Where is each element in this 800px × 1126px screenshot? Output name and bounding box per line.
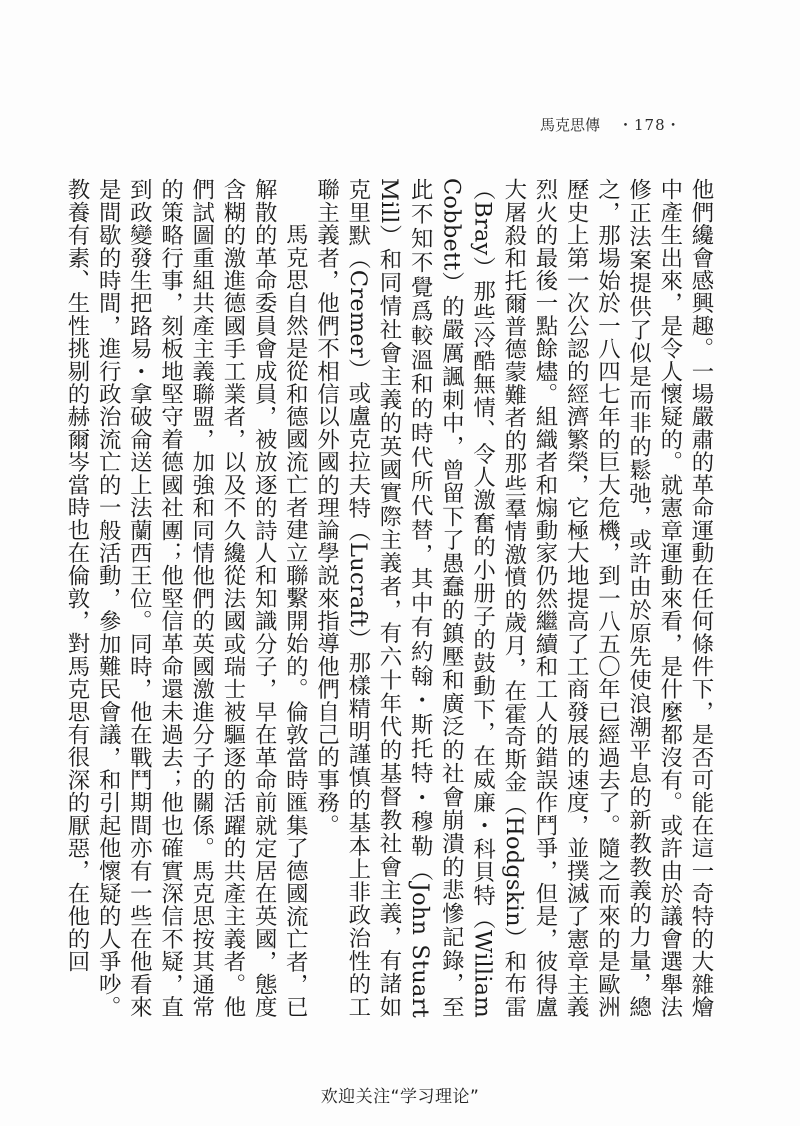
running-header: [540, 113, 720, 135]
paragraph-1: 他們纔會感興趣。一場嚴肅的革命運動在任何條件下，是否可能在這一奇特的大雜燴中產生出來，是令人懷疑的。就憲章運動來看，是什麼都沒有。或許由於議會選舉法修正法案提供了似是而非的鬆弛，或許由於原先使浪潮平息的新教教義的力量，總之，那場始於一八四七年的巨大危機，到一八五〇年已經過去了。隨之而來的是歐洲歷史上第一次公認的經濟繁榮，它極大地提高了工商發展的速度，並撲滅了憲章主義烈火的最後一點餘燼。組織者和煽動家仍然繼續和工人的錯誤作鬥爭，但是，彼得盧大屠殺和托爾普德蒙難者的那些羣情激憤的歲月，在霍奇斯金（Hodgskin）和布雷（Bray）那些冷酷無情、令人激奮的小册子的鼓動下，在威廉・科貝特（William Cobbett）的嚴厲諷刺中，曾留下了愚蠢的鎮壓和廣泛的社會崩潰的悲慘記錄，至此不知不覺爲較溫和的時代所代替，其中有約翰・斯托特・穆勒（John Stuart Mill）和同情社會主義的英國實際主義者，有六十年代的基督教社會主義，有諸如克里默（Cremer）或盧克拉夫特（Lucraft）那樣精明謹慎的基本上非政治性的工聯主義者，他們不相信以外國的理論學説來指導他們自己的事務。: [313, 178, 714, 1018]
page-number: ・178・: [618, 115, 682, 134]
book-title: 馬克思傳: [540, 115, 601, 134]
footer-watermark-text: 欢迎关注“学习理论”: [320, 1087, 480, 1107]
vertical-body-text: [63, 178, 716, 1018]
paragraph-2: 馬克思自然是從和德國流亡者建立聯繫開始的。倫敦當時匯集了德國流亡者，已解散的革命委員會成員，被放逐的詩人和知識分子，早在革命前就定居在英國，態度含糊的激進德國手工業者，以及不久纔從法國或瑞士被驅逐的活躍的共產主義者。他們試圖重組共產主義聯盟，加強和同情他們的英國激進分子的關係。馬克思按其通常的策略行事，刻板地堅守着德國社團；他堅信革命還未過去；他也確實深信不疑，直到政變發生把路易・拿破侖送上法蘭西王位。同時，他在戰鬥期間亦有一些在他看來是間歇的時間，進行政治流亡的一般活動，參加難民會議，和引起他懷疑的人爭吵。教養有素、生性挑剔的赫爾岑當時也在倫敦，對馬克思有很深的厭惡，在他的回: [63, 178, 309, 1018]
